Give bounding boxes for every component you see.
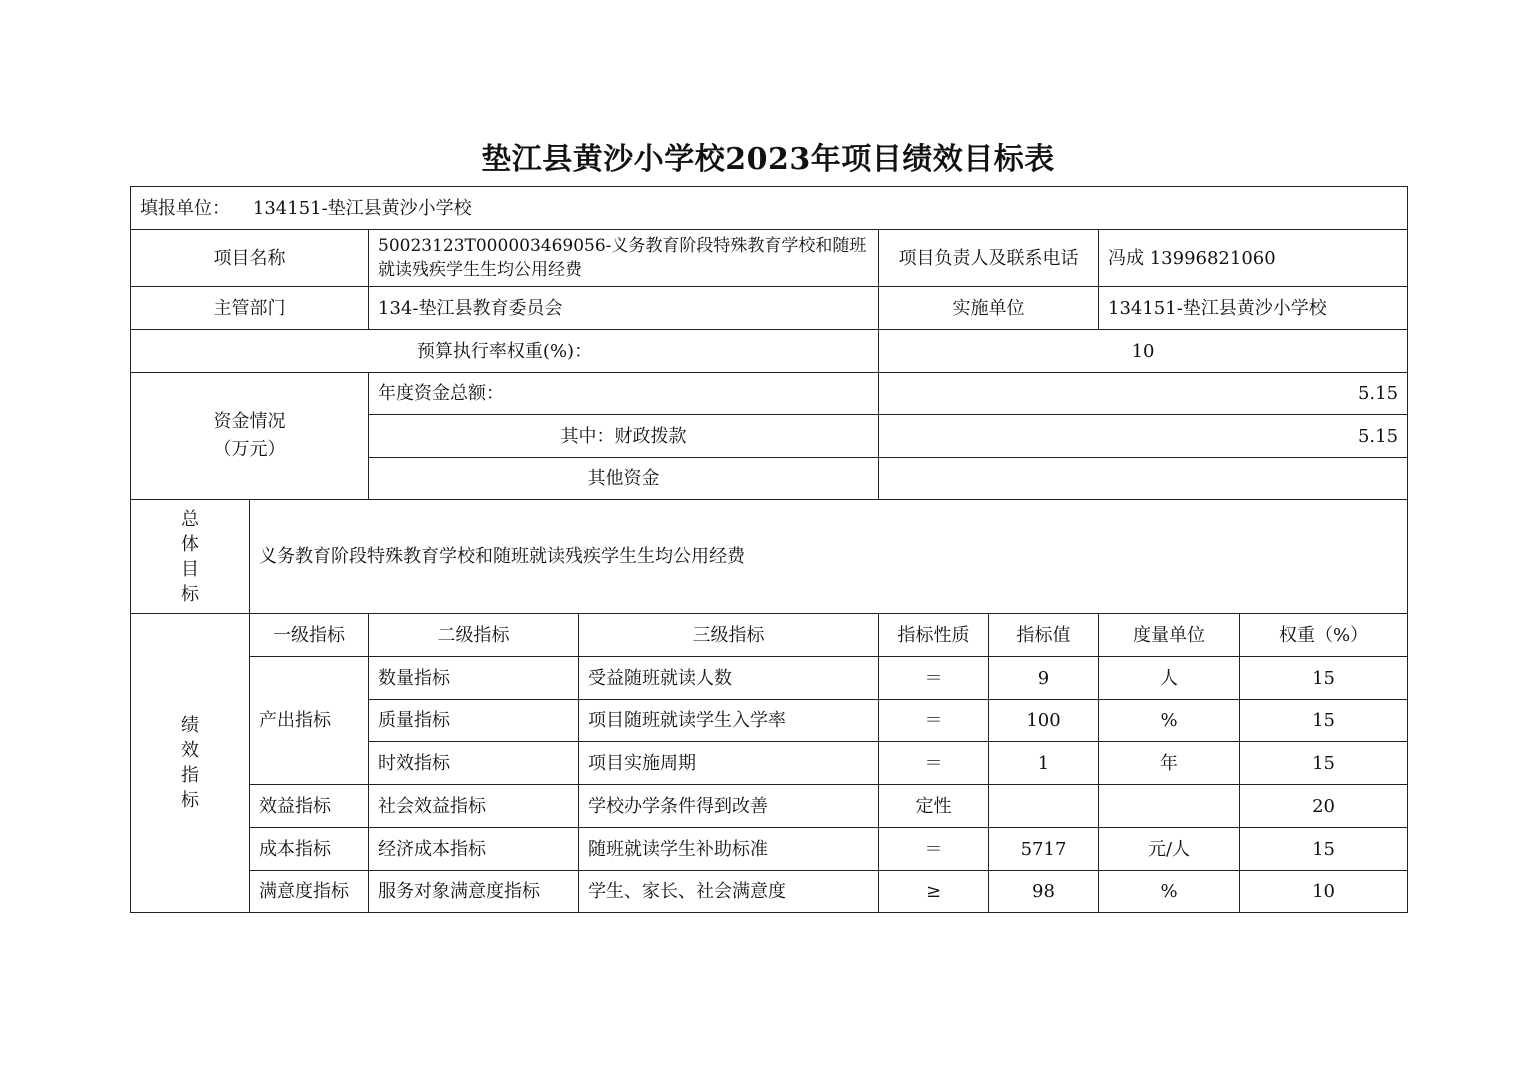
dept-label: 主管部门 [131, 287, 369, 330]
page-title: 垫江县黄沙小学校2023年项目绩效目标表 [481, 142, 1055, 177]
overall-goal-char: 体 [181, 533, 199, 555]
weight-cell: 15 [1240, 700, 1408, 742]
nature-cell: ＝ [879, 828, 989, 871]
fill-unit-value: 134151-垫江县黄沙小学校 [252, 197, 472, 219]
value-cell: 100 [989, 700, 1099, 742]
level1-cell: 效益指标 [250, 785, 369, 828]
header-weight: 权重（%） [1240, 614, 1408, 657]
output-indicator-label: 产出指标 [250, 657, 369, 785]
level1-cell: 成本指标 [250, 828, 369, 871]
level3-cell: 随班就读学生补助标准 [579, 828, 879, 871]
level2-cell: 经济成本指标 [369, 828, 579, 871]
funds-label [131, 373, 369, 500]
indicators-label [131, 614, 250, 913]
project-name-value: 50023123T000003469056-义务教育阶段特殊教育学校和随班就读残疾学生生均公用经费 [369, 230, 879, 287]
table-row [131, 871, 1408, 913]
nature-cell: ＝ [879, 700, 989, 742]
overall-goal-char: 标 [181, 583, 199, 605]
overall-goal-label [131, 500, 250, 614]
indicators-char: 标 [181, 790, 199, 811]
level2-cell: 时效指标 [369, 742, 579, 785]
budget-rate-value: 10 [879, 330, 1408, 373]
level2-cell: 质量指标 [369, 700, 579, 742]
header-value: 指标值 [989, 614, 1099, 657]
nature-cell: ≥ [879, 871, 989, 913]
funds-other-label: 其他资金 [369, 458, 879, 500]
indicators-char: 效 [181, 740, 199, 761]
header-level2: 二级指标 [369, 614, 579, 657]
value-cell: 9 [989, 657, 1099, 700]
nature-cell: 定性 [879, 785, 989, 828]
unit-cell: 元/人 [1099, 828, 1240, 871]
unit-cell [1099, 785, 1240, 828]
funds-total-label: 年度资金总额： [369, 373, 879, 415]
level3-cell: 项目实施周期 [579, 742, 879, 785]
funds-label-line2: （万元） [213, 439, 286, 460]
weight-cell: 15 [1240, 742, 1408, 785]
impl-unit-label: 实施单位 [879, 287, 1099, 330]
funds-fiscal-label: 其中：财政拨款 [369, 415, 879, 458]
unit-cell: 人 [1099, 657, 1240, 700]
level3-cell: 学校办学条件得到改善 [579, 785, 879, 828]
performance-target-table [130, 186, 1408, 913]
header-level1: 一级指标 [250, 614, 369, 657]
fill-unit-row [131, 187, 1408, 230]
nature-cell: ＝ [879, 657, 989, 700]
project-contact-label: 项目负责人及联系电话 [879, 230, 1099, 287]
overall-goal-char: 目 [181, 558, 199, 580]
value-cell [989, 785, 1099, 828]
level3-cell: 学生、家长、社会满意度 [579, 871, 879, 913]
overall-goal-char: 总 [181, 508, 199, 530]
value-cell: 1 [989, 742, 1099, 785]
header-unit: 度量单位 [1099, 614, 1240, 657]
funds-other-value [879, 458, 1408, 500]
level2-cell: 数量指标 [369, 657, 579, 700]
header-level3: 三级指标 [579, 614, 879, 657]
impl-unit-value: 134151-垫江县黄沙小学校 [1099, 287, 1408, 330]
level1-cell: 满意度指标 [250, 871, 369, 913]
project-name-label: 项目名称 [131, 230, 369, 287]
level3-cell: 项目随班就读学生入学率 [579, 700, 879, 742]
level2-cell: 社会效益指标 [369, 785, 579, 828]
header-nature: 指标性质 [879, 614, 989, 657]
weight-cell: 15 [1240, 657, 1408, 700]
level3-cell: 受益随班就读人数 [579, 657, 879, 700]
nature-cell: ＝ [879, 742, 989, 785]
budget-rate-label: 预算执行率权重(%)： [131, 330, 879, 373]
indicators-char: 指 [181, 765, 199, 786]
unit-cell: 年 [1099, 742, 1240, 785]
fill-unit-label: 填报单位： [140, 197, 230, 219]
overall-goal-text: 义务教育阶段特殊教育学校和随班就读残疾学生生均公用经费 [250, 500, 1408, 614]
table-row [131, 828, 1408, 871]
funds-label-line1: 资金情况 [213, 411, 286, 432]
funds-fiscal-value: 5.15 [879, 415, 1408, 458]
level2-cell: 服务对象满意度指标 [369, 871, 579, 913]
table-row [131, 657, 1408, 700]
indicators-char: 绩 [181, 715, 199, 736]
weight-cell: 15 [1240, 828, 1408, 871]
table-row [131, 785, 1408, 828]
weight-cell: 10 [1240, 871, 1408, 913]
project-contact-value: 冯成 13996821060 [1099, 230, 1408, 287]
unit-cell: % [1099, 871, 1240, 913]
value-cell: 98 [989, 871, 1099, 913]
funds-total-value: 5.15 [879, 373, 1408, 415]
value-cell: 5717 [989, 828, 1099, 871]
weight-cell: 20 [1240, 785, 1408, 828]
dept-value: 134-垫江县教育委员会 [369, 287, 879, 330]
unit-cell: % [1099, 700, 1240, 742]
